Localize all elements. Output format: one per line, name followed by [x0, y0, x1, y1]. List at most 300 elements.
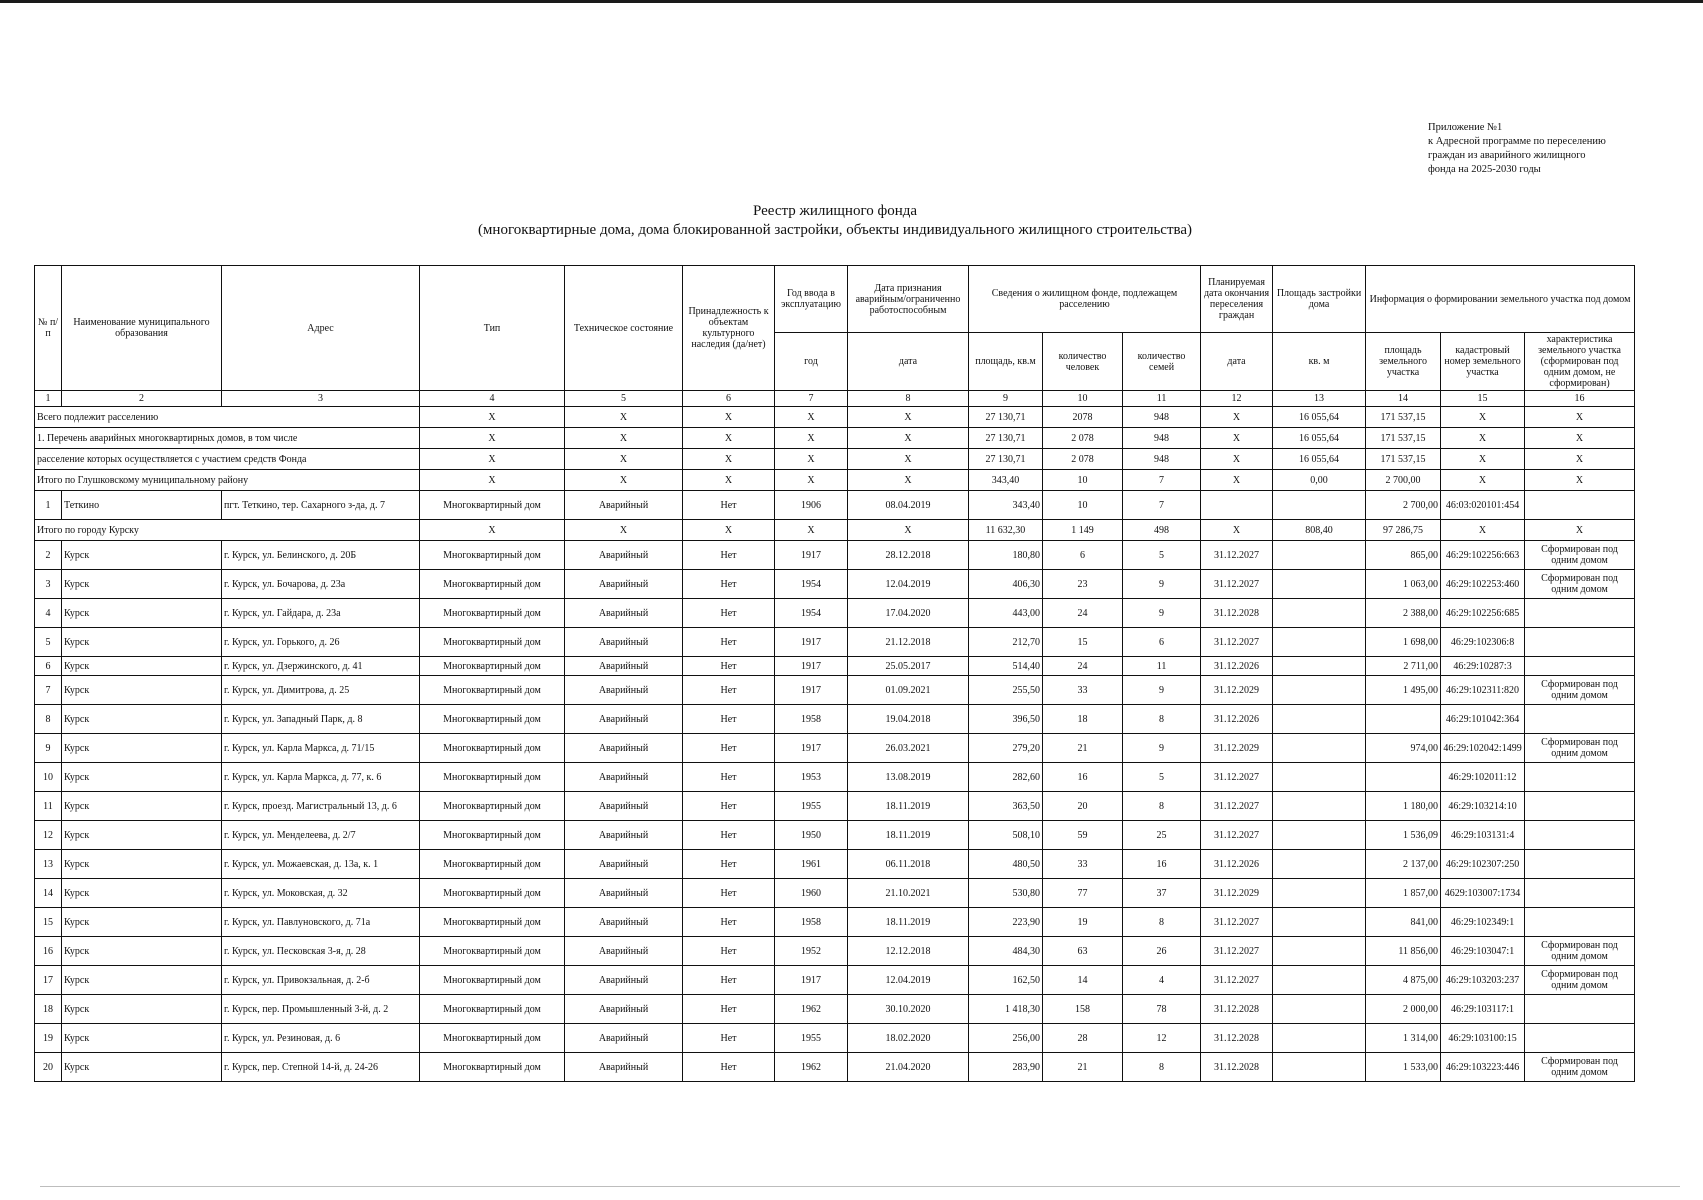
summary-cell: X	[848, 407, 969, 428]
cell-year: 1906	[775, 491, 848, 520]
cell-families: 8	[1123, 705, 1201, 734]
kursk-total-row	[35, 520, 1635, 541]
cell-people: 15	[1043, 628, 1123, 657]
table-row	[35, 676, 1635, 705]
cell-land-area: 1 698,00	[1366, 628, 1441, 657]
cell-area: 283,90	[969, 1053, 1043, 1082]
cell-num: 2	[35, 541, 62, 570]
title-line-1: Реестр жилищного фонда	[752, 203, 918, 219]
summary-cell: 2078	[1043, 407, 1123, 428]
summary-cell: 27 130,71	[969, 449, 1043, 470]
cell-heritage: Нет	[683, 908, 775, 937]
cell-address: г. Курск, ул. Бочарова, д. 23а	[222, 570, 420, 599]
cell-emergency-date: 21.12.2018	[848, 628, 969, 657]
cell-cadastral: 46:29:102306:8	[1441, 628, 1525, 657]
col-number: 3	[222, 391, 420, 407]
th-land-info: Информация о формировании земельного участка под домом	[1366, 266, 1635, 333]
cell-land-area: 2 700,00	[1366, 491, 1441, 520]
cell-emergency-date: 25.05.2017	[848, 657, 969, 676]
cell-people: 77	[1043, 879, 1123, 908]
summary-cell: X	[1441, 428, 1525, 449]
summary-cell: X	[1525, 449, 1635, 470]
th-mo: Наименование муниципального образования	[62, 266, 222, 391]
summary-cell: X	[683, 470, 775, 491]
summary-label: Итого по городу Курску	[35, 520, 420, 541]
cell-mo: Курск	[62, 599, 222, 628]
cell-num: 4	[35, 599, 62, 628]
appendix-line: к Адресной программе по переселению	[1428, 136, 1606, 147]
cell-cadastral: 46:29:102307:250	[1441, 850, 1525, 879]
cell-address: г. Курск, ул. Западный Парк, д. 8	[222, 705, 420, 734]
summary-row	[35, 428, 1635, 449]
cell-families: 5	[1123, 541, 1201, 570]
cell-build-area	[1273, 1024, 1366, 1053]
cell-heritage: Нет	[683, 1024, 775, 1053]
cell-heritage: Нет	[683, 821, 775, 850]
cell-cadastral: 46:29:102256:685	[1441, 599, 1525, 628]
table-row	[35, 570, 1635, 599]
cell-year: 1960	[775, 879, 848, 908]
cell-type: Многоквартирный дом	[420, 850, 565, 879]
cell-address: г. Курск, пер. Промышленный 3-й, д. 2	[222, 995, 420, 1024]
cell-families: 9	[1123, 734, 1201, 763]
summary-cell: 948	[1123, 407, 1201, 428]
cell-type: Многоквартирный дом	[420, 1053, 565, 1082]
col-number: 7	[775, 391, 848, 407]
cell-condition: Аварийный	[565, 705, 683, 734]
scan-top-edge	[0, 0, 1703, 3]
col-number: 8	[848, 391, 969, 407]
summary-cell: 16 055,64	[1273, 428, 1366, 449]
summary-cell: X	[848, 449, 969, 470]
cell-emergency-date: 06.11.2018	[848, 850, 969, 879]
table-row	[35, 734, 1635, 763]
cell-heritage: Нет	[683, 879, 775, 908]
cell-mo: Курск	[62, 792, 222, 821]
cell-area: 162,50	[969, 966, 1043, 995]
col-number: 4	[420, 391, 565, 407]
cell-area: 508,10	[969, 821, 1043, 850]
cell-land-area: 1 857,00	[1366, 879, 1441, 908]
cell-cadastral: 46:29:103214:10	[1441, 792, 1525, 821]
summary-cell: X	[683, 520, 775, 541]
table-row	[35, 1024, 1635, 1053]
th-land-area	[1366, 333, 1441, 391]
cell-land-area: 1 180,00	[1366, 792, 1441, 821]
cell-area: 223,90	[969, 908, 1043, 937]
summary-cell: 27 130,71	[969, 407, 1043, 428]
cell-land-char: Сформирован под одним домом	[1525, 570, 1635, 599]
cell-cadastral: 46:03:020101:454	[1441, 491, 1525, 520]
cell-cadastral: 46:29:101042:364	[1441, 705, 1525, 734]
cell-families: 16	[1123, 850, 1201, 879]
summary-cell: 171 537,15	[1366, 407, 1441, 428]
cell-families: 4	[1123, 966, 1201, 995]
th-emergency-date: Дата признания аварийным/ограниченно работоспособным	[848, 266, 969, 333]
cell-families: 8	[1123, 908, 1201, 937]
cell-land-char: Сформирован под одним домом	[1525, 541, 1635, 570]
summary-cell: 7	[1123, 470, 1201, 491]
cell-mo: Курск	[62, 1053, 222, 1082]
cell-condition: Аварийный	[565, 541, 683, 570]
cell-type: Многоквартирный дом	[420, 1024, 565, 1053]
cell-condition: Аварийный	[565, 792, 683, 821]
summary-cell: X	[775, 520, 848, 541]
cell-cadastral: 46:29:102311:820	[1441, 676, 1525, 705]
cell-year: 1950	[775, 821, 848, 850]
cell-area: 514,40	[969, 657, 1043, 676]
summary-label: Всего подлежит расселению	[35, 407, 420, 428]
table-row	[35, 966, 1635, 995]
summary-cell: X	[565, 520, 683, 541]
cell-num: 10	[35, 763, 62, 792]
cell-land-char	[1525, 792, 1635, 821]
th-build-area: Площадь застройки дома	[1273, 266, 1366, 333]
cell-mo: Курск	[62, 570, 222, 599]
cell-type: Многоквартирный дом	[420, 541, 565, 570]
cell-heritage: Нет	[683, 599, 775, 628]
cell-land-char	[1525, 763, 1635, 792]
table-row	[35, 628, 1635, 657]
scan-bottom-edge	[40, 1186, 1680, 1187]
table-row	[35, 937, 1635, 966]
table-row	[35, 491, 1635, 520]
cell-build-area	[1273, 995, 1366, 1024]
summary-cell: X	[565, 407, 683, 428]
cell-cadastral: 46:29:10287:3	[1441, 657, 1525, 676]
appendix-line: фонда на 2025-2030 годы	[1428, 164, 1541, 175]
cell-emergency-date: 19.04.2018	[848, 705, 969, 734]
cell-land-char	[1525, 599, 1635, 628]
cell-build-area	[1273, 879, 1366, 908]
cell-people: 21	[1043, 1053, 1123, 1082]
cell-cadastral: 46:29:102253:460	[1441, 570, 1525, 599]
cell-year: 1917	[775, 734, 848, 763]
summary-cell: 27 130,71	[969, 428, 1043, 449]
cell-land-char	[1525, 628, 1635, 657]
cell-planned-date: 31.12.2026	[1201, 705, 1273, 734]
cell-num: 8	[35, 705, 62, 734]
cell-type: Многоквартирный дом	[420, 628, 565, 657]
th-land-area-label: площадь земельного участка	[1379, 345, 1427, 378]
summary-cell: X	[420, 449, 565, 470]
summary-cell: 171 537,15	[1366, 449, 1441, 470]
cell-emergency-date: 12.12.2018	[848, 937, 969, 966]
cell-area: 363,50	[969, 792, 1043, 821]
col-number: 1	[35, 391, 62, 407]
cell-land-char: Сформирован под одним домом	[1525, 966, 1635, 995]
cell-mo: Курск	[62, 850, 222, 879]
cell-land-char	[1525, 1024, 1635, 1053]
cell-type: Многоквартирный дом	[420, 676, 565, 705]
cell-condition: Аварийный	[565, 908, 683, 937]
cell-families: 37	[1123, 879, 1201, 908]
cell-families: 7	[1123, 491, 1201, 520]
title-line-2: (многоквартирные дома, дома блокированной застройки, объекты индивидуального жилищного строительства)	[477, 222, 1193, 238]
cell-land-char: Сформирован под одним домом	[1525, 937, 1635, 966]
cell-heritage: Нет	[683, 541, 775, 570]
cell-condition: Аварийный	[565, 1053, 683, 1082]
cell-heritage: Нет	[683, 792, 775, 821]
cell-address: г. Курск, ул. Моковская, д. 32	[222, 879, 420, 908]
table-row	[35, 850, 1635, 879]
cell-area: 343,40	[969, 491, 1043, 520]
cell-land-char	[1525, 995, 1635, 1024]
cell-address: г. Курск, ул. Менделеева, д. 2/7	[222, 821, 420, 850]
cell-people: 19	[1043, 908, 1123, 937]
cell-heritage: Нет	[683, 676, 775, 705]
cell-people: 158	[1043, 995, 1123, 1024]
cell-num: 17	[35, 966, 62, 995]
cell-planned-date: 31.12.2027	[1201, 541, 1273, 570]
table-row	[35, 1053, 1635, 1082]
cell-emergency-date: 12.04.2019	[848, 966, 969, 995]
summary-cell: X	[1441, 520, 1525, 541]
th-unit-year: год	[775, 333, 848, 391]
cell-build-area	[1273, 937, 1366, 966]
summary-cell: 2 078	[1043, 449, 1123, 470]
cell-families: 9	[1123, 676, 1201, 705]
cell-condition: Аварийный	[565, 628, 683, 657]
cell-address: г. Курск, ул. Привокзальная, д. 2-б	[222, 966, 420, 995]
cell-address: г. Курск, пер. Степной 14-й, д. 24-26	[222, 1053, 420, 1082]
col-number: 11	[1123, 391, 1201, 407]
th-condition: Техническое состояние	[565, 266, 683, 391]
cell-land-area: 1 063,00	[1366, 570, 1441, 599]
cell-num: 14	[35, 879, 62, 908]
cell-num: 7	[35, 676, 62, 705]
cell-year: 1917	[775, 966, 848, 995]
cell-year: 1955	[775, 1024, 848, 1053]
cell-planned-date: 31.12.2029	[1201, 879, 1273, 908]
cell-num: 12	[35, 821, 62, 850]
cell-year: 1962	[775, 995, 848, 1024]
cell-type: Многоквартирный дом	[420, 705, 565, 734]
summary-cell: X	[848, 470, 969, 491]
cell-people: 23	[1043, 570, 1123, 599]
cell-num: 15	[35, 908, 62, 937]
cell-mo: Курск	[62, 995, 222, 1024]
cell-heritage: Нет	[683, 705, 775, 734]
cell-heritage: Нет	[683, 657, 775, 676]
cell-planned-date: 31.12.2027	[1201, 908, 1273, 937]
summary-cell: 16 055,64	[1273, 449, 1366, 470]
cell-build-area	[1273, 1053, 1366, 1082]
cell-mo: Курск	[62, 541, 222, 570]
cell-type: Многоквартирный дом	[420, 937, 565, 966]
cell-people: 10	[1043, 491, 1123, 520]
table-row	[35, 821, 1635, 850]
summary-cell: 343,40	[969, 470, 1043, 491]
table-header	[35, 266, 1635, 407]
summary-cell: X	[1201, 407, 1273, 428]
summary-cell: 948	[1123, 449, 1201, 470]
cell-families: 9	[1123, 599, 1201, 628]
th-address: Адрес	[222, 266, 420, 391]
cell-type: Многоквартирный дом	[420, 570, 565, 599]
cell-land-char	[1525, 850, 1635, 879]
cell-num: 11	[35, 792, 62, 821]
cell-num: 9	[35, 734, 62, 763]
summary-cell: X	[1201, 428, 1273, 449]
th-planned-date: Планируемая дата окончания переселения граждан	[1201, 266, 1273, 333]
cell-year: 1954	[775, 599, 848, 628]
cell-condition: Аварийный	[565, 879, 683, 908]
cell-land-area	[1366, 763, 1441, 792]
summary-row	[35, 449, 1635, 470]
th-housing-info: Сведения о жилищном фонде, подлежащем расселению	[969, 266, 1201, 333]
cell-planned-date: 31.12.2027	[1201, 792, 1273, 821]
cell-land-area: 865,00	[1366, 541, 1441, 570]
cell-emergency-date: 08.04.2019	[848, 491, 969, 520]
cell-planned-date: 31.12.2026	[1201, 657, 1273, 676]
cell-type: Многоквартирный дом	[420, 821, 565, 850]
col-number: 14	[1366, 391, 1441, 407]
cell-land-area: 974,00	[1366, 734, 1441, 763]
cell-heritage: Нет	[683, 1053, 775, 1082]
summary-cell: X	[1525, 520, 1635, 541]
cell-families: 8	[1123, 792, 1201, 821]
cell-planned-date: 31.12.2028	[1201, 1053, 1273, 1082]
summary-cell: X	[565, 470, 683, 491]
cell-area: 443,00	[969, 599, 1043, 628]
cell-land-char: Сформирован под одним домом	[1525, 1053, 1635, 1082]
summary-cell: 498	[1123, 520, 1201, 541]
cell-land-char	[1525, 879, 1635, 908]
cell-mo: Курск	[62, 908, 222, 937]
col-number: 6	[683, 391, 775, 407]
col-number: 9	[969, 391, 1043, 407]
cell-year: 1958	[775, 908, 848, 937]
cell-area: 480,50	[969, 850, 1043, 879]
summary-cell: X	[420, 407, 565, 428]
cell-condition: Аварийный	[565, 657, 683, 676]
cell-emergency-date: 18.02.2020	[848, 1024, 969, 1053]
summary-cell: X	[775, 470, 848, 491]
column-numbers-row	[35, 391, 1635, 407]
cell-build-area	[1273, 676, 1366, 705]
summary-cell: X	[1525, 428, 1635, 449]
cell-mo: Теткино	[62, 491, 222, 520]
cell-address: г. Курск, ул. Дзержинского, д. 41	[222, 657, 420, 676]
cell-planned-date: 31.12.2027	[1201, 937, 1273, 966]
th-cadastral: кадастровый номер земельного участка	[1441, 333, 1525, 391]
th-unit-families: количество семей	[1123, 333, 1201, 391]
table-row	[35, 792, 1635, 821]
cell-year: 1952	[775, 937, 848, 966]
cell-num: 3	[35, 570, 62, 599]
cell-area: 1 418,30	[969, 995, 1043, 1024]
cell-area: 180,80	[969, 541, 1043, 570]
cell-mo: Курск	[62, 734, 222, 763]
cell-land-area: 841,00	[1366, 908, 1441, 937]
summary-cell: 2 078	[1043, 428, 1123, 449]
cell-families: 12	[1123, 1024, 1201, 1053]
summary-cell: X	[1441, 407, 1525, 428]
cell-condition: Аварийный	[565, 821, 683, 850]
summary-label: 1. Перечень аварийных многоквартирных домов, в том числе	[35, 428, 420, 449]
cell-emergency-date: 28.12.2018	[848, 541, 969, 570]
cell-planned-date: 31.12.2029	[1201, 676, 1273, 705]
cell-address: г. Курск, ул. Белинского, д. 20Б	[222, 541, 420, 570]
summary-cell: X	[420, 520, 565, 541]
cell-land-area: 2 711,00	[1366, 657, 1441, 676]
cell-cadastral: 46:29:103117:1	[1441, 995, 1525, 1024]
col-number: 5	[565, 391, 683, 407]
cell-cadastral: 46:29:102349:1	[1441, 908, 1525, 937]
summary-cell: 10	[1043, 470, 1123, 491]
cell-families: 25	[1123, 821, 1201, 850]
appendix-note	[1428, 121, 1688, 177]
cell-area: 484,30	[969, 937, 1043, 966]
cell-heritage: Нет	[683, 491, 775, 520]
cell-land-char	[1525, 821, 1635, 850]
cell-land-area: 2 137,00	[1366, 850, 1441, 879]
cell-emergency-date: 30.10.2020	[848, 995, 969, 1024]
cell-year: 1917	[775, 541, 848, 570]
summary-label: расселение которых осуществляется с участием средств Фонда	[35, 449, 420, 470]
cell-emergency-date: 01.09.2021	[848, 676, 969, 705]
cell-planned-date: 31.12.2028	[1201, 599, 1273, 628]
cell-planned-date: 31.12.2026	[1201, 850, 1273, 879]
cell-address: г. Курск, ул. Гайдара, д. 23а	[222, 599, 420, 628]
cell-planned-date: 31.12.2027	[1201, 763, 1273, 792]
summary-row	[35, 407, 1635, 428]
cell-condition: Аварийный	[565, 599, 683, 628]
cell-address: г. Курск, ул. Карла Маркса, д. 77, к. 6	[222, 763, 420, 792]
cell-cadastral: 46:29:102042:1499	[1441, 734, 1525, 763]
cell-year: 1962	[775, 1053, 848, 1082]
cell-condition: Аварийный	[565, 1024, 683, 1053]
cell-address: г. Курск, ул. Резиновая, д. 6	[222, 1024, 420, 1053]
cell-num: 6	[35, 657, 62, 676]
cell-families: 5	[1123, 763, 1201, 792]
cell-land-area: 1 495,00	[1366, 676, 1441, 705]
table-row	[35, 599, 1635, 628]
cell-cadastral: 46:29:103203:237	[1441, 966, 1525, 995]
cell-heritage: Нет	[683, 850, 775, 879]
th-unit-date: дата	[848, 333, 969, 391]
cell-year: 1953	[775, 763, 848, 792]
cell-type: Многоквартирный дом	[420, 966, 565, 995]
cell-type: Многоквартирный дом	[420, 763, 565, 792]
cell-families: 9	[1123, 570, 1201, 599]
summary-cell: 16 055,64	[1273, 407, 1366, 428]
cell-planned-date: 31.12.2027	[1201, 570, 1273, 599]
cell-num: 20	[35, 1053, 62, 1082]
cell-mo: Курск	[62, 937, 222, 966]
cell-planned-date: 31.12.2029	[1201, 734, 1273, 763]
col-number: 16	[1525, 391, 1635, 407]
table-row	[35, 657, 1635, 676]
cell-mo: Курск	[62, 705, 222, 734]
appendix-line: граждан из аварийного жилищного	[1428, 150, 1586, 161]
cell-build-area	[1273, 734, 1366, 763]
cell-land-area: 11 856,00	[1366, 937, 1441, 966]
cell-families: 11	[1123, 657, 1201, 676]
cell-land-area: 2 000,00	[1366, 995, 1441, 1024]
cell-people: 14	[1043, 966, 1123, 995]
cell-condition: Аварийный	[565, 850, 683, 879]
table-row	[35, 995, 1635, 1024]
cell-land-char	[1525, 705, 1635, 734]
cell-condition: Аварийный	[565, 966, 683, 995]
cell-build-area	[1273, 763, 1366, 792]
cell-type: Многоквартирный дом	[420, 879, 565, 908]
cell-mo: Курск	[62, 657, 222, 676]
cell-year: 1955	[775, 792, 848, 821]
cell-cadastral: 4629:103007:1734	[1441, 879, 1525, 908]
